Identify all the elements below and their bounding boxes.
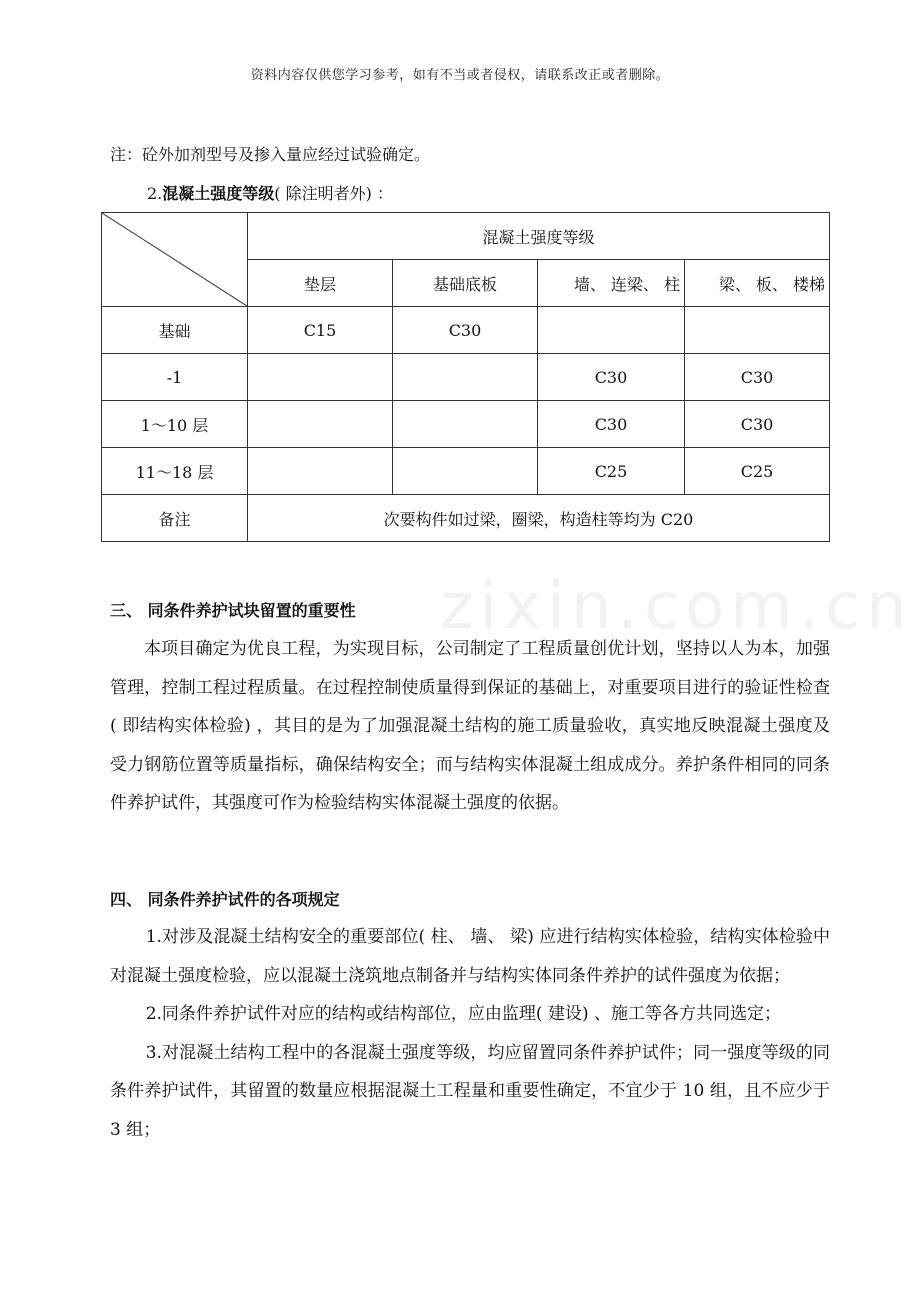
- row-label: -1: [102, 354, 248, 401]
- section-3-paragraph: 本项目确定为优良工程，为实现目标，公司制定了工程质量创优计划，坚持以人为本，加强管理，控制工程过程质量。在过程控制使质量得到保证的基础上，对重要项目进行的验证性检查( 即结构实体检验) ，其目的是为了加强混凝土结构的施工质量验收，真实地反映混凝土强度及受力钢筋位置等质量指标，确保结构安全；而与结构实体混凝土组成成分。养护条件相同的同条件养护试件，其强度可作为检验结构实体混凝土强度的依据。: [110, 639, 830, 813]
- table-cell: [248, 354, 393, 401]
- concrete-grade-subheading: [147, 181, 393, 204]
- table-cell: [248, 448, 393, 495]
- remark-label: 备注: [102, 495, 248, 542]
- subheading-remark: ( 除注明者外) ：: [274, 184, 393, 203]
- group-header-cell: 混凝土强度等级: [248, 213, 830, 260]
- subheading-number: 2.: [147, 184, 163, 203]
- rule-item: 1.对涉及混凝土结构安全的重要部位( 柱、 墙、 梁) 应进行结构实体检验，结构实体检验中对混凝土强度检验，应以混凝土浇筑地点制备并与结构实体同条件养护的试件强度为依据；: [110, 927, 830, 986]
- column-header: 垫层: [248, 260, 393, 307]
- table-cell: C25: [538, 448, 685, 495]
- diagonal-corner-cell: [102, 213, 248, 307]
- table-header-row: [102, 213, 830, 260]
- table-cell: C30: [538, 401, 685, 448]
- watermark: zixin.com.cn: [440, 570, 913, 644]
- diagonal-line: [102, 213, 247, 306]
- table-cell: C30: [393, 307, 538, 354]
- section-4-title: 四、 同条件养护试件的各项规定: [110, 890, 340, 909]
- concrete-grade-table: [101, 212, 830, 542]
- table-cell: C30: [538, 354, 685, 401]
- section-3-body: [110, 630, 830, 823]
- row-label: 11～18 层: [102, 448, 248, 495]
- table-row: [102, 448, 830, 495]
- column-header: 墙、 连梁、 柱: [538, 260, 685, 307]
- table-cell: C15: [248, 307, 393, 354]
- table-cell: [248, 401, 393, 448]
- remark-text: 次要构件如过梁，圈梁，构造柱等均为 C20: [248, 495, 830, 542]
- table-cell: [393, 448, 538, 495]
- row-label: 基础: [102, 307, 248, 354]
- rule-item: 2.同条件养护试件对应的结构或结构部位，应由监理( 建设) 、施工等各方共同选定；: [145, 1004, 781, 1024]
- admixture-note: 注：砼外加剂型号及掺入量应经过试验确定。: [110, 145, 431, 164]
- table-remark-row: [102, 495, 830, 542]
- column-header: 梁、 板、 楼梯: [685, 260, 830, 307]
- table-row: [102, 354, 830, 401]
- table-cell: [393, 401, 538, 448]
- table-row: [102, 307, 830, 354]
- column-header: 基础底板: [393, 260, 538, 307]
- table-cell: [393, 354, 538, 401]
- table-cell: [538, 307, 685, 354]
- table-cell: C30: [685, 401, 830, 448]
- table-cell: C30: [685, 354, 830, 401]
- section-4-body: [110, 918, 830, 1149]
- table-cell: C25: [685, 448, 830, 495]
- row-label: 1～10 层: [102, 401, 248, 448]
- page-header-disclaimer: 资料内容仅供您学习参考，如有不当或者侵权，请联系改正或者删除。: [250, 68, 670, 83]
- table-row: [102, 401, 830, 448]
- rule-item: 3.对混凝土结构工程中的各混凝土强度等级，均应留置同条件养护试件；同一强度等级的同条件养护试件，其留置的数量应根据混凝土工程量和重要性确定，不宜少于 10 组，且不应少于 3 组；: [110, 1042, 830, 1140]
- table-cell: [685, 307, 830, 354]
- subheading-bold-title: 混凝土强度等级: [162, 184, 275, 203]
- section-3-title: 三、 同条件养护试块留置的重要性: [110, 601, 356, 620]
